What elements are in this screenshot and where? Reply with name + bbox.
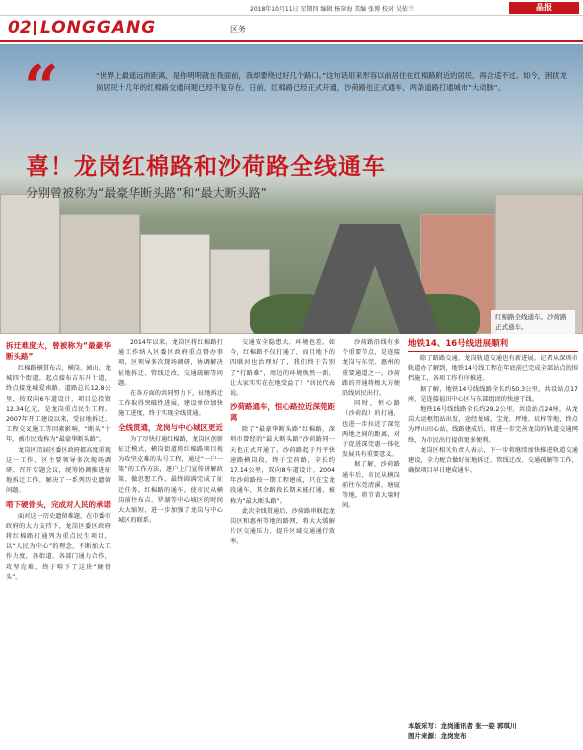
paragraph: 龙岗区相关负责人表示，下一步将继续加快推进轨道交通建设，全力配合做好征地拆迁、管线迁改、交通疏解等工作，确保项目早日建成通车。	[408, 446, 578, 475]
lead-quote: “世界上最遥远的距离，是你明明就在我面前，我却要绕过好几个路口。”这句话用来形容以前居住在红棉路附近的居民，再合适不过。如今，困扰龙岗居民十几年的红棉路交通问题已经不复存在。日前，红棉路已经正式开通，沙荷路也正式通车，两条道路打通城市“大动脉”。	[96, 71, 567, 92]
column-3	[230, 338, 335, 743]
section-sub: 区务	[230, 25, 246, 34]
subheading: 啃下硬骨头，完成对人民的承诺	[6, 499, 111, 509]
metro-sidebar	[408, 338, 578, 743]
section-banner	[0, 16, 583, 42]
quote-icon: “	[24, 53, 59, 123]
subheading: 全线贯通，龙岗与中心城区更近	[118, 422, 223, 432]
photo-caption: 红棉路全线通车。沙荷路正式通车。	[491, 310, 575, 334]
newspaper-logo: 晶报	[509, 2, 579, 14]
subheading: 沙荷路通车，恒心路拉近深莞距离	[230, 402, 335, 423]
paragraph: 据了解，地铁14号线线路全长约50.3公里，共设站点17座，是连接福田中心区与东部组团的快速干线。	[408, 385, 578, 403]
building-left-2	[60, 214, 140, 334]
paragraph: 沙荷路沿线有多个重要节点，是连接龙岗与东莞、惠州的重要通道之一。沙荷路的开通将极大方便沿线居民出行。	[342, 339, 400, 398]
paragraph: 除了路路交通，龙岗轨道交通也有新进展。记者从深圳市轨道办了解到，地铁14号线工程在年底前已完成全部站点的围挡施工，各项工作有序推进。	[408, 355, 578, 383]
paragraph: 据了解，沙荷路通车后，市民从横岗前往东莞清溪、塘厦等地，将节省大量时间。	[342, 461, 400, 510]
paragraph: 红棉路横贯布吉、横岗、园山、龙城四个街道，起点接布吉东升十道，终点接龙城爱南路，道路总长12.8公里，按双向6车道设计，项目总投资12.34亿元，是龙岗重点民生工程。2007年开工建设以来，受征地拆迁、工程交叉施工等因素影响，“断头”十年，被市民戏称为“最豪华断头路”。	[6, 365, 111, 444]
paragraph: 同时，恒心路（沙荷段）的打通，也进一步拉近了深莞两地之间的距离，对于促进深莞惠一体化发展具有重要意义。	[342, 400, 400, 459]
subheadline: 分别曾被称为“最豪华断头路”和“最大断头路”	[26, 186, 267, 200]
building-mid	[140, 234, 210, 334]
paragraph: 除了“最豪华断头路”红棉路，深圳市曾经的“最大断头路”沙荷路同一天也正式开通了。沙荷路起于丹平快速路横岗段，终于宝荷路，全长约17.14公里，双向8车道设计。2004年沙荷路按一期工程建成，只在宝龙段通车，其余路段长期未能打通，被称为“最大断头路”。	[230, 426, 335, 505]
article-body	[6, 338, 578, 743]
section-divider	[34, 21, 36, 35]
page-header	[0, 0, 583, 16]
paragraph: 龙岗区历届区委区政府都高度重视这一工作，区主要领导多次现场调研、召开专题会议，统筹协调推进征地拆迁工作，解决了一系列历史遗留问题。	[6, 446, 111, 495]
hero-photo	[0, 44, 583, 334]
sidebar-title: 地铁14、16号线进展顺利	[408, 338, 578, 352]
building-left	[0, 194, 60, 334]
paragraph: 2014年以来，龙岗区将红棉路打通工作纳入区委区政府重点督办事项，区领导多次现场调研，协调解决征地拆迁、管线迁改、交通疏解等问题。	[118, 339, 223, 387]
column-4	[342, 338, 400, 743]
column-2	[118, 338, 223, 743]
page-number: 02	[8, 18, 32, 38]
paragraph: 此次全线贯通后，沙荷路串联起龙岗区和惠州等地的路网，将大大缓解片区交通压力，提升区域交通通行效率。	[230, 507, 335, 546]
byline-credit: 本版采写：龙岗通讯者 张一姿 郭琪川 图片来源：龙岗发布	[408, 722, 517, 740]
section-name: LONGGANG	[40, 18, 157, 38]
issue-meta: 2018年10月11日 星期四 编辑 杨穿海 美编 张博 校对 吴依兰	[250, 6, 414, 13]
paragraph: 为了尽快打通红棉路，龙岗区创新征迁模式，横岗街道将红棉路项目视为攻坚克难的头号工程，通过“一户一策”的工作方法，逐户上门宣传讲解政策、做思想工作，最终圆满完成了征迁任务。红棉路的通车，使市民从横岗前往布吉、罗湖等中心城区的时间大大缩短，进一步加强了龙岗与中心城区的联系。	[118, 435, 223, 525]
paragraph: 地铁16号线线路全长约29.2公里，共设站点24座，从龙岗大运枢纽站出发，途经龙城、宝龙、坪地、坑梓等地，终点为坪山田心站。线路建成后，将进一步完善龙岗的轨道交通网络，为市民出行提供更多便利。	[408, 406, 578, 444]
headline: 喜！龙岗红棉路和沙荷路全线通车	[26, 154, 386, 180]
subheading: 拆迁难度大，曾被称为“最豪华断头路”	[6, 341, 111, 361]
paragraph: 在各方面的共同努力下，征地拆迁工作取得突破性进展，建设单位加快施工进度，终于实现全线贯通。	[118, 390, 223, 418]
column-1	[6, 338, 111, 743]
paragraph: 面对这一历史遗留难题，在市委市政府的大力支持下，龙岗区委区政府将红棉路打通列为重点民生项目，以“人民为中心”的理念，不断加大工作力度，各街道、各部门通力合作，攻坚克难，终于啃下了这块“硬骨头”。	[6, 512, 111, 581]
paragraph: 交通安全隐患大，环境也差。如今，红棉路不仅打通了，而且地下的四联河也治理好了，我们终于告别了“行路难”，周边的环境焕然一新，让大家实实在在地受益了！”居民代表说。	[230, 339, 335, 398]
